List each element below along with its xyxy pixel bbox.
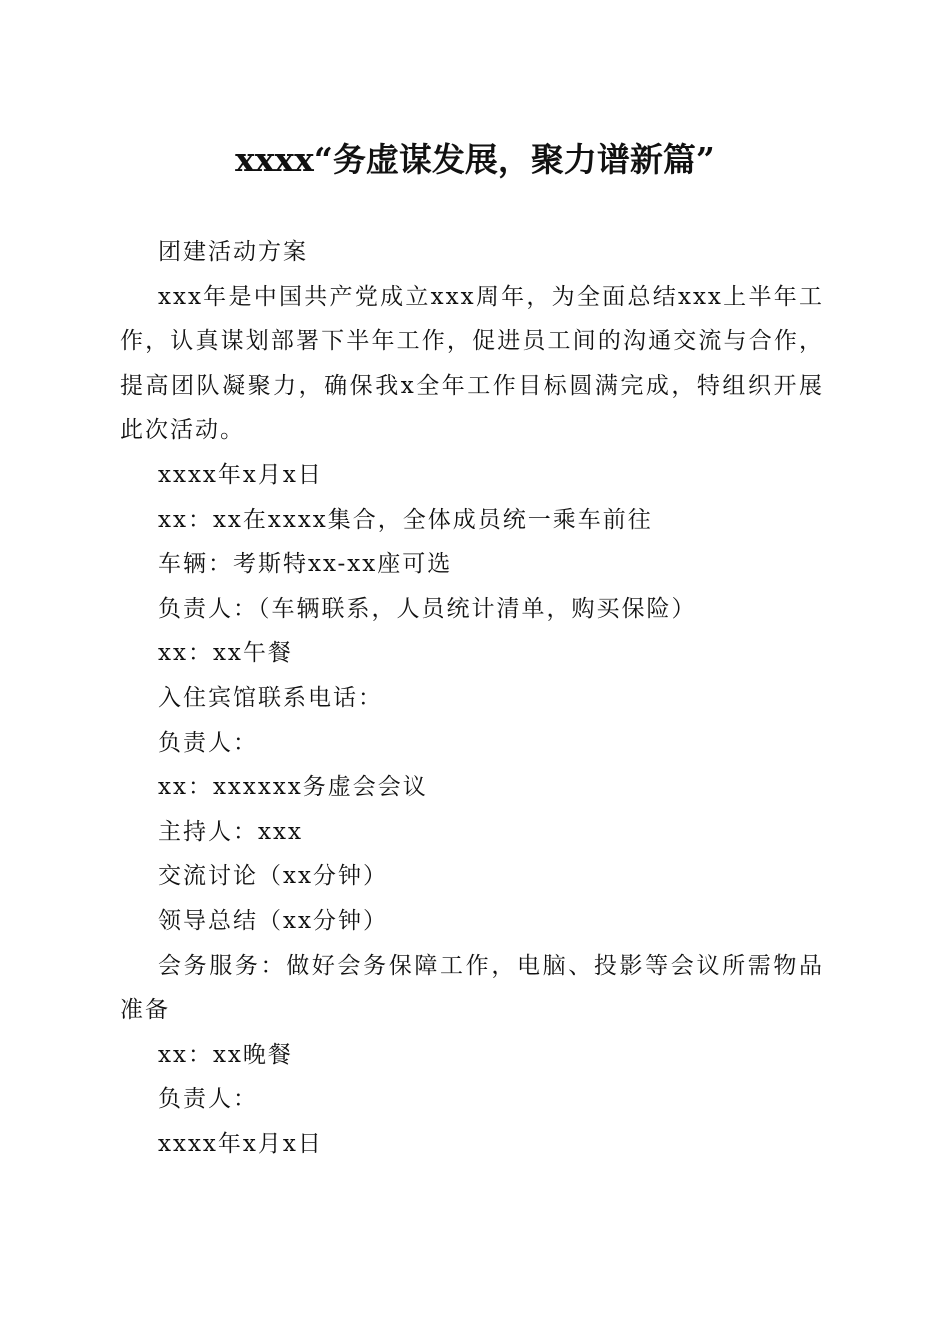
paragraph-lunch: xx：xx午餐 xyxy=(158,640,293,667)
paragraph-date-1: xxxx年x月x日 xyxy=(158,461,323,488)
paragraph-purpose: xxx年是中国共产党成立xxx周年，为全面总结xxx上半年工作，认真谋划部署下半年工作，促进员工间的沟通交流与合作，提高团队凝聚力，确保我x全年工作目标圆满完成，特组织开展此次活动。 xyxy=(120,283,824,444)
paragraph-dinner: xx：xx晚餐 xyxy=(158,1041,293,1068)
paragraph-date-2: xxxx年x月x日 xyxy=(158,1130,323,1157)
paragraph-summary: 领导总结（xx分钟） xyxy=(158,907,388,934)
document-body xyxy=(120,230,824,1166)
paragraph-meeting-service: 会务服务：做好会务保障工作，电脑、投影等会议所需物品准备 xyxy=(120,952,824,1024)
paragraph-assembly: xx：xx在xxxx集合，全体成员统一乘车前往 xyxy=(158,506,653,533)
paragraph-dinner-owner: 负责人： xyxy=(158,1086,258,1113)
paragraph-discussion: 交流讨论（xx分钟） xyxy=(158,863,388,890)
document-title: xxxx“务虚谋发展，聚力谱新篇” xyxy=(235,140,715,179)
paragraph-meeting: xx：xxxxxx务虚会会议 xyxy=(158,774,428,801)
paragraph-vehicle-owner: 负责人：（车辆联系，人员统计清单，购买保险） xyxy=(158,595,697,622)
paragraph-hotel-phone: 入住宾馆联系电话： xyxy=(158,684,383,711)
paragraph-plan-heading: 团建活动方案 xyxy=(158,239,308,265)
paragraph-vehicle: 车辆：考斯特xx-xx座可选 xyxy=(158,551,453,578)
paragraph-hotel-owner: 负责人： xyxy=(158,729,258,756)
paragraph-host: 主持人：xxx xyxy=(158,818,303,845)
